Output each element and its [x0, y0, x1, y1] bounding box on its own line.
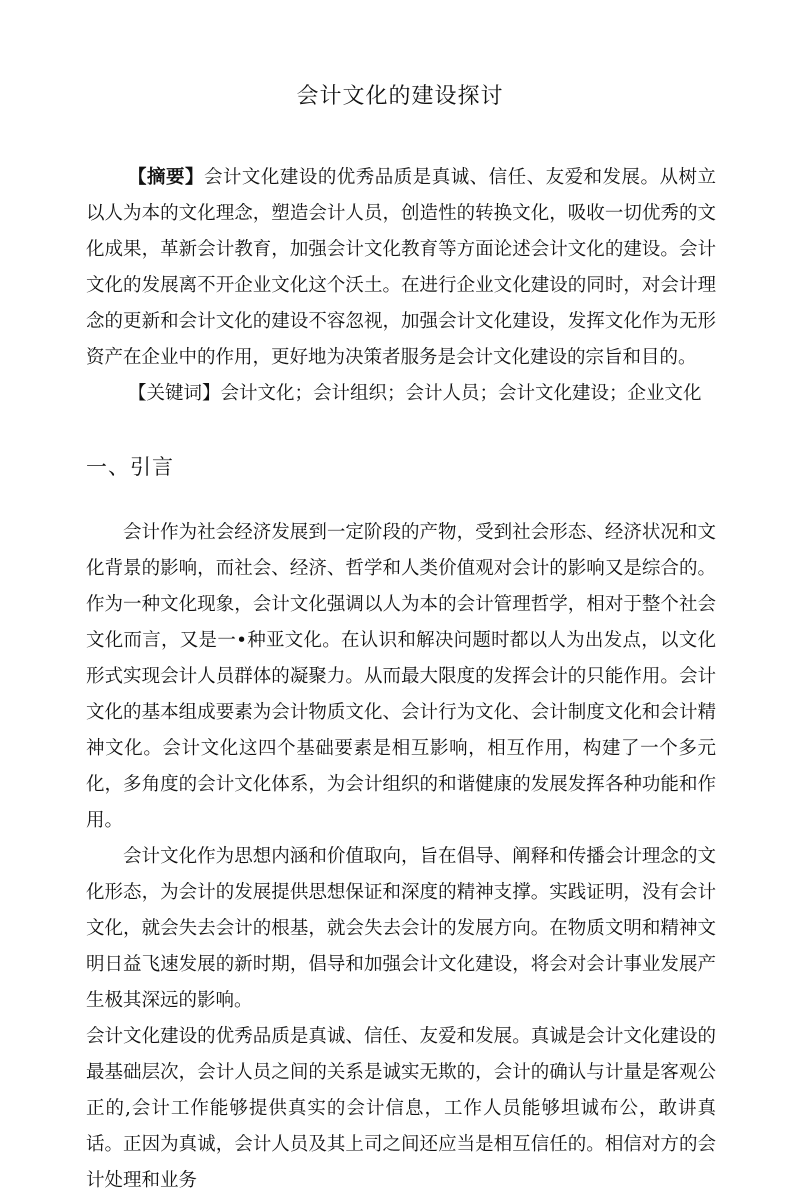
body-paragraph: 会计文化建设的优秀品质是真诚、信任、友爱和发展。真诚是会计文化建设的最基础层次，会计人员之间的关系是诚实无欺的，会计的确认与计量是客观公正的,会计工作能够提供真实的会计信息，工作人员能够坦诚布公，敢讲真话。正因为真诚，会计人员及其上司之间还应当是相互信任的。相信对方的会计处理和业务	[86, 1026, 716, 1191]
body-paragraph: 会计作为社会经济发展到一定阶段的产物，受到社会形态、经济状况和文化背景的影响，而社会、经济、哲学和人类价值观对会计的影响又是综合的。作为一种文化现象，会计文化强调以人为本的会计管理哲学，相对于整个社会文化而言，又是一•种亚文化。在认识和解决问题时都以人为出发点，以文化形式实现会计人员群体的凝聚力。从而最大限度的发挥会计的只能作用。会计文化的基本组成要素为会计物质文化、会计行为文化、会计制度文化和会计精神文化。会计文化这四个基础要素是相互影响，相互作用，构建了一个多元化，多角度的会计文化体系，为会计组织的和谐健康的发展发挥各种功能和作用。	[86, 522, 716, 831]
abstract-label-text: 摘要	[146, 167, 185, 188]
abstract-text: 会计文化建设的优秀品质是真诚、信任、友爱和发展。从树立以人为本的文化理念，塑造会计人员，创造性的转换文化，吸收一切优秀的文化成果，革新会计教育，加强会计文化教育等方面论述会计文化的建设。会计文化的发展离不开企业文化这个沃土。在进行企业文化建设的同时，对会计理念的更新和会计文化的建设不容忽视，加强会计文化建设，发挥文化作为无形资产在企业中的作用，更好地为决策者服务是会计文化建设的宗旨和目的。	[86, 167, 716, 368]
body-paragraph: 会计文化作为思想内涵和价值取向，旨在倡导、阐释和传播会计理念的文化形态，为会计的发展提供思想保证和深度的精神支撑。实践证明，没有会计文化，就会失去会计的根基，就会失去会计的发展方向。在物质文明和精神文明日益飞速发展的新时期，倡导和加强会计文化建设，将会对会计事业发展产生极其深远的影响。	[86, 846, 716, 1011]
document-title: 会计文化的建设探讨	[296, 84, 504, 109]
keywords-label: 【关键词】	[128, 383, 221, 404]
section-heading-introduction: 一、引言	[86, 455, 174, 479]
abstract-open-bracket: 【	[128, 167, 147, 188]
abstract-close-bracket: 】	[184, 167, 204, 188]
keywords-text: 会计文化；会计组织；会计人员；会计文化建设；企业文化	[220, 383, 702, 404]
introduction-body	[86, 515, 716, 1199]
keywords-paragraph	[86, 376, 716, 412]
abstract-label	[128, 167, 204, 188]
abstract-paragraph	[86, 160, 716, 376]
